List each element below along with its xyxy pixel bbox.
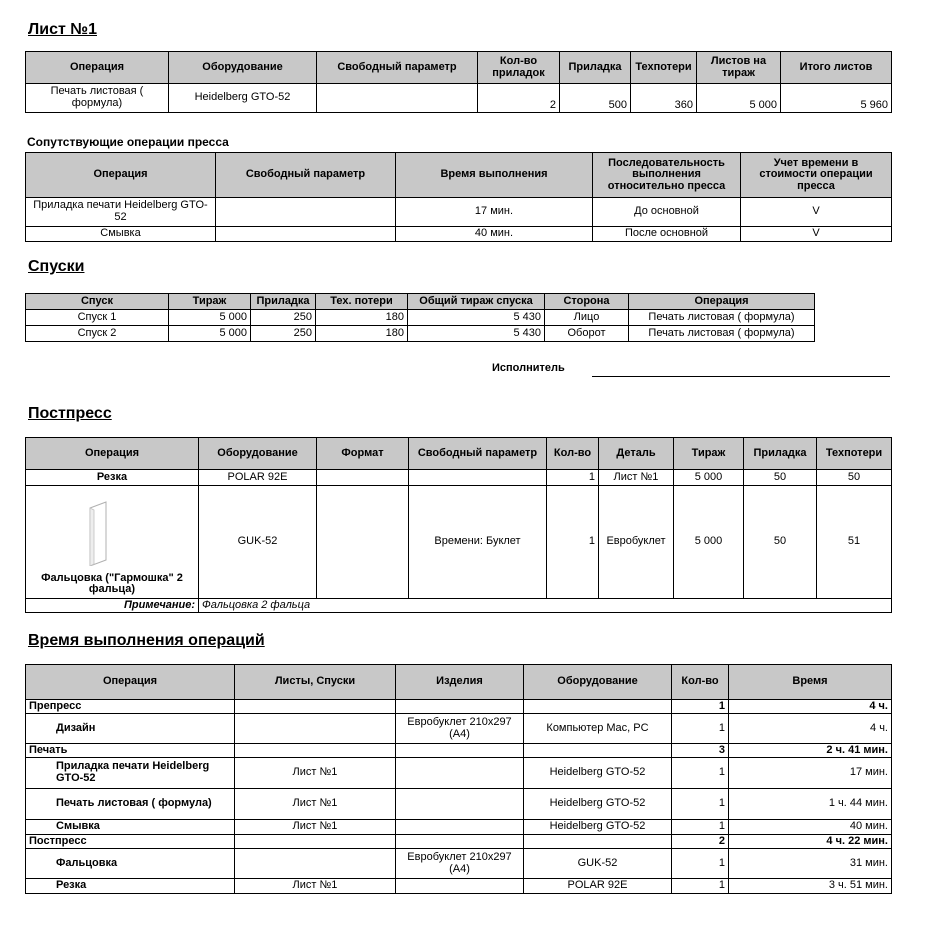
cell — [396, 835, 524, 849]
cell — [396, 879, 524, 894]
cell — [396, 744, 524, 758]
cell: Печать листовая ( формула) — [26, 789, 235, 820]
table-row — [26, 227, 892, 242]
cell — [396, 700, 524, 714]
cell: GUK-52 — [199, 486, 317, 599]
cell: 5 430 — [408, 326, 545, 342]
col-header: Тираж — [169, 294, 251, 310]
cell: 2 ч. 41 мин. — [729, 744, 892, 758]
note-row — [26, 599, 892, 613]
col-header: Техпотери — [631, 52, 697, 84]
cell: 2 — [478, 84, 560, 113]
cell: 2 — [672, 835, 729, 849]
cell: 5 000 — [169, 310, 251, 326]
note-label: Примечание: — [26, 599, 199, 613]
table-row — [26, 84, 892, 113]
cell: Приладка печати Heidelberg GTO-52 — [26, 198, 216, 227]
cell: Heidelberg GTO-52 — [524, 789, 672, 820]
col-header: Листов на тираж — [697, 52, 781, 84]
cell — [235, 744, 396, 758]
table-row — [26, 198, 892, 227]
spuski-title: Спуски — [28, 258, 85, 275]
cell: Фальцовка ("Гармошка" 2 фальца) — [26, 486, 199, 599]
cell: Смывка — [26, 820, 235, 835]
cell: 5 960 — [781, 84, 892, 113]
accompanying-title: Сопутствующие операции пресса — [27, 135, 229, 149]
cell: 1 — [672, 820, 729, 835]
table-row — [26, 700, 892, 714]
note-value: Фальцовка 2 фальца — [199, 599, 892, 613]
cell: Резка — [26, 879, 235, 894]
cell: Спуск 1 — [26, 310, 169, 326]
cell: Резка — [26, 470, 199, 486]
col-header: Техпотери — [817, 438, 892, 470]
cell: Смывка — [26, 227, 216, 242]
col-header: Тех. потери — [316, 294, 408, 310]
cell: Лист №1 — [235, 789, 396, 820]
table-row — [26, 849, 892, 879]
cell: Евробуклет — [599, 486, 674, 599]
cell — [396, 789, 524, 820]
cell: 5 000 — [697, 84, 781, 113]
col-header: Кол-во — [672, 665, 729, 700]
cell: 5 430 — [408, 310, 545, 326]
col-header: Листы, Спуски — [235, 665, 396, 700]
col-header: Свободный параметр — [216, 153, 396, 198]
table-row — [26, 820, 892, 835]
cell: Лист №1 — [599, 470, 674, 486]
cell: 4 ч. 22 мин. — [729, 835, 892, 849]
sheet-table — [25, 51, 892, 113]
col-header: Приладка — [744, 438, 817, 470]
cell: V — [741, 227, 892, 242]
cell: Постпресс — [26, 835, 235, 849]
cell: 5 000 — [674, 470, 744, 486]
table-row — [26, 879, 892, 894]
cell: 180 — [316, 326, 408, 342]
col-header: Оборудование — [199, 438, 317, 470]
cell: Лист №1 — [235, 820, 396, 835]
cell: 1 — [672, 849, 729, 879]
cell: 51 — [817, 486, 892, 599]
cell: Евробуклет 210x297 (А4) — [396, 849, 524, 879]
cell: Печать листовая ( формула) — [629, 326, 815, 342]
col-header: Последовательность выполнения относительно пресса — [593, 153, 741, 198]
cell — [524, 744, 672, 758]
cell: 3 ч. 51 мин. — [729, 879, 892, 894]
cell: 1 — [547, 470, 599, 486]
col-header: Сторона — [545, 294, 629, 310]
cell: 1 — [672, 789, 729, 820]
col-header: Кол-во — [547, 438, 599, 470]
col-header: Изделия — [396, 665, 524, 700]
cell: Лицо — [545, 310, 629, 326]
col-header: Приладка — [251, 294, 316, 310]
cell: 50 — [744, 486, 817, 599]
cell: Фальцовка — [26, 849, 235, 879]
col-header: Операция — [26, 438, 199, 470]
cell: Heidelberg GTO-52 — [524, 758, 672, 789]
cell: 17 мин. — [396, 198, 593, 227]
cell: 50 — [744, 470, 817, 486]
cell: Спуск 2 — [26, 326, 169, 342]
col-header: Операция — [26, 665, 235, 700]
cell — [216, 227, 396, 242]
accompanying-table — [25, 152, 892, 242]
cell: 31 мин. — [729, 849, 892, 879]
sheet-title: Лист №1 — [28, 21, 97, 38]
cell: Печать листовая ( формула) — [26, 84, 169, 113]
cell — [409, 470, 547, 486]
cell — [317, 84, 478, 113]
executor-signature-line — [592, 376, 890, 377]
cell — [235, 849, 396, 879]
col-header: Свободный параметр — [409, 438, 547, 470]
cell: До основной — [593, 198, 741, 227]
col-header: Операция — [26, 52, 169, 84]
timing-table — [25, 664, 892, 894]
table-row — [26, 835, 892, 849]
col-header: Общий тираж спуска — [408, 294, 545, 310]
cell: Лист №1 — [235, 758, 396, 789]
cell — [235, 700, 396, 714]
cell — [396, 758, 524, 789]
cell: 250 — [251, 310, 316, 326]
cell: 5 000 — [674, 486, 744, 599]
cell: Препресс — [26, 700, 235, 714]
col-header: Оборудование — [524, 665, 672, 700]
col-header: Время — [729, 665, 892, 700]
cell: Печать — [26, 744, 235, 758]
col-header: Оборудование — [169, 52, 317, 84]
cell: 50 — [817, 470, 892, 486]
cell: 1 — [672, 879, 729, 894]
cell — [524, 835, 672, 849]
cell: Евробуклет 210x297 (А4) — [396, 714, 524, 744]
col-header: Итого листов — [781, 52, 892, 84]
cell: GUK-52 — [524, 849, 672, 879]
timing-title: Время выполнения операций — [28, 632, 265, 649]
cell: 500 — [560, 84, 631, 113]
cell: 1 — [672, 758, 729, 789]
cell: Компьютер Mac, PC — [524, 714, 672, 744]
cell: 40 мин. — [729, 820, 892, 835]
cell: 40 мин. — [396, 227, 593, 242]
table-row — [26, 486, 892, 599]
col-header: Формат — [317, 438, 409, 470]
table-row — [26, 744, 892, 758]
col-header: Учет времени в стоимости операции пресса — [741, 153, 892, 198]
booklet-fold-icon — [66, 498, 128, 566]
cell: 180 — [316, 310, 408, 326]
cell: Лист №1 — [235, 879, 396, 894]
spuski-table — [25, 293, 815, 342]
col-header: Спуск — [26, 294, 169, 310]
cell: Времени: Буклет — [409, 486, 547, 599]
col-header: Приладка — [560, 52, 631, 84]
table-row — [26, 326, 815, 342]
table-row — [26, 470, 892, 486]
cell: 1 — [672, 700, 729, 714]
executor-label: Исполнитель — [492, 362, 565, 374]
cell: 5 000 — [169, 326, 251, 342]
table-row — [26, 789, 892, 820]
cell: POLAR 92E — [524, 879, 672, 894]
cell — [235, 714, 396, 744]
cell: V — [741, 198, 892, 227]
cell: Heidelberg GTO-52 — [169, 84, 317, 113]
cell: Дизайн — [26, 714, 235, 744]
cell — [317, 470, 409, 486]
cell: Оборот — [545, 326, 629, 342]
cell — [235, 835, 396, 849]
col-header: Операция — [629, 294, 815, 310]
cell: 1 — [672, 714, 729, 744]
cell: POLAR 92E — [199, 470, 317, 486]
cell: 3 — [672, 744, 729, 758]
col-header: Тираж — [674, 438, 744, 470]
cell — [317, 486, 409, 599]
table-row — [26, 310, 815, 326]
col-header: Кол-во приладок — [478, 52, 560, 84]
cell: После основной — [593, 227, 741, 242]
table-row — [26, 714, 892, 744]
cell — [524, 700, 672, 714]
postpress-title: Постпресс — [28, 405, 112, 422]
cell: 4 ч. — [729, 700, 892, 714]
cell: 4 ч. — [729, 714, 892, 744]
col-header: Деталь — [599, 438, 674, 470]
col-header: Свободный параметр — [317, 52, 478, 84]
cell: 360 — [631, 84, 697, 113]
cell — [216, 198, 396, 227]
cell: 1 — [547, 486, 599, 599]
cell: 17 мин. — [729, 758, 892, 789]
cell: Приладка печати Heidelberg GTO-52 — [26, 758, 235, 789]
table-row — [26, 758, 892, 789]
col-header: Время выполнения — [396, 153, 593, 198]
cell: Печать листовая ( формула) — [629, 310, 815, 326]
postpress-table — [25, 437, 892, 613]
cell: Heidelberg GTO-52 — [524, 820, 672, 835]
col-header: Операция — [26, 153, 216, 198]
cell: 1 ч. 44 мин. — [729, 789, 892, 820]
cell: 250 — [251, 326, 316, 342]
cell — [396, 820, 524, 835]
